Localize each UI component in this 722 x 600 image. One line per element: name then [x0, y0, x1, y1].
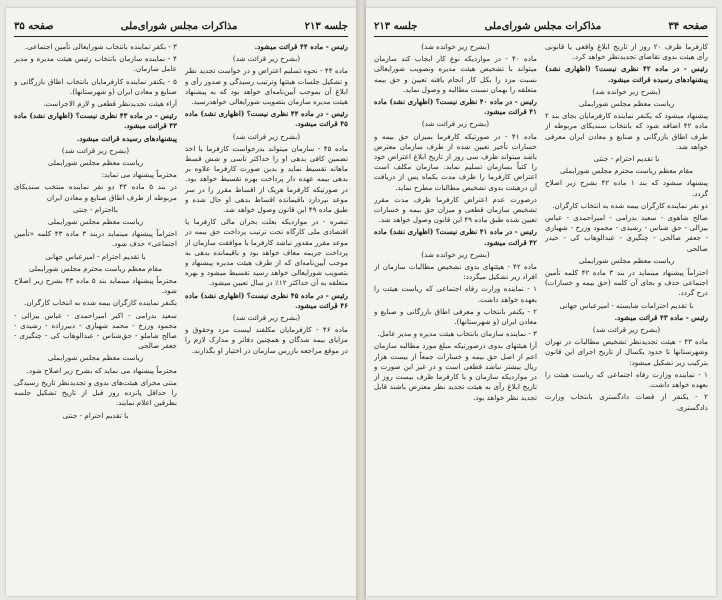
right-page-left-column [545, 42, 708, 588]
right-header-title: مذاکرات مجلس شورای‌ملی [484, 20, 602, 32]
paragraph: در بند ۵ ماده ۴۳ دو نفر نماینده منتخب سندیکای مربوطه از طرف اطاق صنایع و معادن ایران [14, 182, 177, 202]
paragraph: رئیس - ماده ۴۳ قرائت میشود. [614, 312, 708, 322]
paragraph: رئیس - در ماده ۴۰ نظری نیست؟ (اظهاری نشد) ماده ۴۱ قرائت میشود. [374, 97, 537, 117]
paragraph: ماده ۴۴ - نحوه تسلیم اعتراض و در خواست تجدید نظر و تشکیل جلسات هیئتها وترتیب رسیدگی و صدور رأی و ابلاغ آن بموجب آیین‌نامه‌ای خواهد بود که به پیشنهاد هیئت مدیره سازمان بتصویب شورایعالی خواهدرسید. [185, 66, 348, 107]
paragraph: ماده ۴۱ - در صورتیکه کارفرما بمیزان حق بیمه و خسارات تأخیر تعیین شده از طرف سازمان معترض باشد میتواند ظرف سی روز از تاریخ ابلاغ اعتراض خود را کتباً بسازمان تسلیم نماید. سازمان مکلف است اعتراض کارفرما را ظرف مدت یکماه پس از دریافت آن درهیئت بدوی تشخیص مطالبات مطرح نماید. [374, 131, 537, 192]
paragraph: دو نفر نماینده کارگران بیمه شده به انتخاب کارگران. [552, 200, 708, 210]
paragraph: ۲ - یکنفر از قضات دادگستری بانتخاب وزارت دادگستری. [545, 392, 708, 412]
paragraph: (بشرح زیر قرائت شد) [421, 119, 490, 129]
paragraph: بااحترام - جنتی [73, 204, 118, 214]
paragraph: احتراماً پیشنهاد مینماید در بند ۳ ماده ۴۲ کلمه تأمین اجتماعی حذف و بجای آن کلمه (حق بیمه و خسارات) درج گردد. [545, 268, 708, 298]
paragraph: ریاست معظم مجلس شورایملی [47, 217, 144, 227]
paragraph: (بشرح زیر خوانده شد) [421, 42, 490, 51]
paragraph: صالح شاهوی - سعید بدرامی - امیراحمدی - عباس بیزالی - حق شناس - رشیدی - محمود وزرخ - شهبازی - جعفر صالحی - چنگیزی - عبدالوهاب کی - حیدر صالحی [545, 213, 708, 253]
paragraph: آرا هیئتهای بدوی درصورتیکه مبلغ مورد مطالبه سازمان اعم از اصل حق بیمه و خسارات جمعاً از بیست هزار ریال بیشتر نباشد قطعی است و در غیر این صورت و در مواردیکه سازمان و یا کارفرما ظرف بیست روز از تاریخ ابلاغ رأی به هیئت تجدید نظر معترض باشند قابل تجدید نظر خواهد بود. [374, 341, 537, 402]
paragraph: رئیس - در ماده ۴۴ نظری نیست؟ (اظهاری نشد) ماده ۴۵ قرائت میشود. [185, 109, 348, 129]
paragraph: منتی مجرای هیئت‌های بدوی و تجدیدنظر تاریخ رسیدگی را حداقل پانزده روز قبل از تاریخ تشکیل جلسه بطرفین اعلام نمایند. [14, 377, 177, 408]
paragraph: یکنفر نماینده کارگران بیمه شده به انتخاب کارگران. [24, 298, 177, 308]
paragraph: رئیس - در ماده ۴۳ نظری نیست؟ (اظهاری نشد) ماده ۴۳ قرائت میشود. [14, 111, 177, 131]
paragraph: محترماً پیشنهاد می نماید که بشرح زیر اصلاح شود. [26, 365, 177, 375]
paragraph: ۲ - یکنفر بانتخاب و معرفی اطاق بازرگانی و صنایع و معادن ایران (و شهرستانها). [374, 306, 537, 327]
right-page-right-column [374, 42, 537, 588]
paragraph: (بشرح زیر قرائت شد) [61, 145, 130, 155]
paragraph: (بشرح زیر قرائت شد) [232, 54, 301, 64]
paragraph: رئیس - در ماده ۴۲ نظری نیست؟ (اظهاری نشد) پیشنهادهای رسیده قرائت میشود. [545, 64, 708, 84]
paragraph: (بشرح زیر قرائت شد) [592, 325, 661, 335]
paragraph: ۳ - بکفر نماینده بانتخاب شورایعالی تأمین اجتماعی. [24, 42, 177, 51]
paragraph: مقام معظم ریاست محترم مجلس شورایملی [28, 263, 163, 273]
left-page-left-column [185, 42, 348, 588]
paragraph: مقام معظم ریاست محترم مجلس شورایملی [559, 166, 694, 176]
paragraph: احتراماً پیشنهاد مینماید دربند ۳ ماده ۴۳ کلمه «تأمین اجتماعی» حذف شود. [14, 229, 177, 249]
paragraph: سعید بدرامی - اکبر امیراحمدی - عباس بیزالی - محمود وزرخ - محمد شهبازی - دبیرزاده - رشیدی - صالح شاملو - حق‌شناس - عبدالوهاب کی - چنگیزی - جعفر صالحی [14, 310, 177, 351]
paragraph: رئیس - در ماده ۴۵ نظری نیست؟ (اظهاری نشد) ماده ۴۶ قرائت میشود. [185, 290, 348, 310]
paragraph: با تقدیم احترام - امیرعباس جهانی [45, 251, 146, 261]
paragraph: ماده ۴۰ - در مواردیکه نوع کار ایجاب کند سازمان میتواند با تشخیص هیئت مدیره وتصویب شورایعالی نسبت مزد را بکل کار انجام یافته تعیین و حق بیمه متعلقه را بهمان نسبت مطالبه و وصول نماید. [374, 54, 537, 94]
paragraph: ۵ - یکنفر نماینده کارفرمایان بانتخاب اطاق بازرگانی و صنایع و معادن ایران (و شهرستانها). [14, 76, 177, 96]
left-page-header [14, 16, 348, 37]
paragraph: رئیس - در ماده ۴۱ نظری نیست؟ (اظهاری نشد) ماده ۴۲ قرائت میشود. [374, 227, 537, 247]
paragraph: ماده ۴۳ - هیئت تجدیدنظر تشخیص مطالبات در تهران وشهرستانها تا حدود یکسال از تاریخ اجرای این قانون بترکیب زیر تشکیل میشود: [545, 337, 708, 367]
left-header-session: جلسه ۲۱۳ [304, 20, 348, 32]
paragraph: ریاست معظم مجلس شورایملی [47, 158, 144, 168]
paragraph: (بشرح زیر قرائت شد) [232, 131, 301, 141]
right-page [366, 8, 716, 596]
paragraph: ۳ - نماینده سازمان بانتخاب هیئت مدیره و مدیر عامل. [377, 329, 537, 339]
book-gutter [356, 0, 366, 600]
paragraph: ماده ۴۵ - سازمان میتواند بدرخواست کارفرما با اخذ تضمین کافی بدهی او را حداکثر تاسی و شش قسط ماهانه تقسیط نماید و بدین صورت کارفرما علاوه بر بدهی بیمه عهده دار پرداخت بهره تقسیط خواهد بود. در صورتیکه کارفرما هریک از اقساط مقرر را در سر موعد نپردازد باقیمانده اقساط بدهی او حال شده و طبق ماده ۴۹ این قانون وصول خواهد شد. [185, 143, 348, 215]
paragraph: تبصره - در مواردیکه بعلت بحران مالی کارفرما یا اقتصادی ملی کارگاه تحت ترتیب پرداخت حق بیمه در موعد مقرر مقدور نباشد کارفرما با موافقت سازمان از پرداخت جریمه معاف خواهد بود و باقیمانده بدهی به موجب آیین‌نامه‌ای که از طرف هیئت مدیره پیشنهاد و بتصویب شورایعالی خواهد رسید تقسیط میشود و بهره متعلقه به آن حداکثر ۱۲٪ در سال تعیین میشود. [185, 217, 348, 288]
paragraph: پیشنهاد میشود که یکنفر نماینده کارفرمایان بجای بند ۲ ماده ۴۲ اضافه شود که بانتخاب سندیکای مربوطه از طرف اطاق بازرگانی و صنایع و معادن ایران معرفی خواهد شد. [545, 111, 708, 151]
paragraph: درصورت عدم اعتراض کارفرما ظرف مدت مقرر تشخیص سازمان قطعی و میزان حق بیمه و خسارات تعیین شده طبق ماده ۴۹ این قانون وصول خواهد شد. [374, 194, 537, 225]
paragraph: با تقدیم احترام - جنتی [593, 154, 660, 164]
left-page [6, 8, 356, 596]
left-page-right-column [14, 42, 177, 588]
paragraph: رئیس - ماده ۴۴ قرائت میشود. [254, 42, 348, 51]
paragraph: (بشرح زیر قرائت شد) [232, 313, 301, 323]
paragraph: ۱ - نماینده وزارت رفاه اجتماعی که ریاست هیئت را بعهده خواهد داشت. [545, 369, 708, 390]
paragraph: آراء هیئت تجدیدنظر قطعی و لازم الاجراست. [43, 99, 177, 109]
paragraph: (بشرح زیر خوانده شد) [592, 86, 661, 96]
paragraph: محترماً پیشنهاد می نماید: [101, 170, 177, 180]
paragraph: ریاست معظم مجلس شورایملی [578, 99, 675, 109]
paragraph: با تقدیم احترامات شایسته - امیرعباس جهانی [559, 300, 694, 310]
paragraph: (بشرح زیر خوانده شد) [421, 249, 490, 259]
paragraph: ۱ - نماینده وزارت رفاه اجتماعی که ریاست هیئت را بعهده خواهد داشت. [374, 284, 537, 304]
paragraph: محترماً پیشنهاد مینماید بند ۵ ماده ۴۳ بشرح زیر اصلاح شود. [14, 276, 177, 296]
paragraph: پیشنهاد میشود که بند ۱ ماده ۴۲ بشرح زیر اصلاح گردد. [545, 178, 708, 198]
left-header-page-number: صفحه ۳۵ [14, 20, 54, 32]
paragraph: پیشنهادهای رسیده قرائت میشود. [76, 133, 177, 143]
paragraph: ریاست معظم مجلس شورایملی [578, 255, 675, 265]
paragraph: با تقدیم احترام - جنتی [62, 410, 129, 420]
right-header-page-number: صفحه ۳۴ [668, 20, 708, 32]
paragraph: ۴ - نماینده سازمان بانتخاب رئیس هیئت مدیره و مدیر عامل سازمان. [14, 54, 177, 74]
paragraph: ماده ۴۶ - کارفرمایان مکلفند لیست مزد وحقوق و مزایای بیمه شدگان و همچنین دفاتر و مدارک لازم را در موقع مراجعه بازرس سازمان در اختیار او بگذارند. [185, 325, 348, 355]
right-header-session: جلسه ۲۱۳ [374, 20, 418, 32]
paragraph: کارفرما ظرف ۲۰ روز از تاریخ ابلاغ واقعی یا قانونی رأی هیئت بدوی تقاضای تجدیدنظر خواهد کرد. [545, 42, 708, 62]
left-header-title: مذاکرات مجلس شورای‌ملی [120, 20, 238, 32]
paragraph: ماده ۴۲ - هیئتهای بدوی تشخیص مطالبات سازمان از افراد زیر تشکیل میگردد: [374, 262, 537, 282]
paragraph: ریاست معظم مجلس شورایملی [47, 353, 144, 363]
right-page-header [374, 16, 708, 37]
